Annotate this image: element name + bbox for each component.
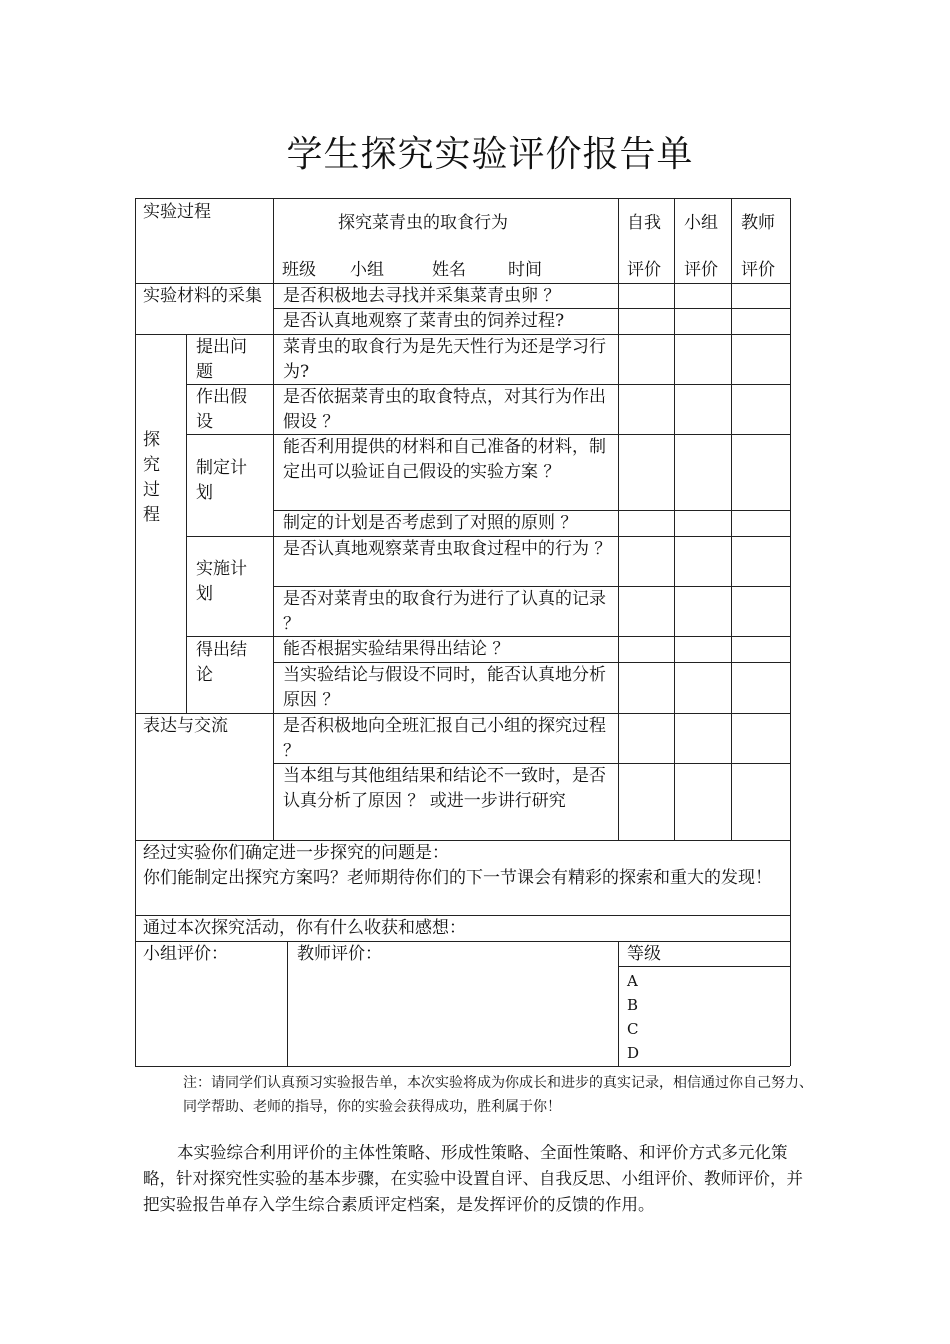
step-item: 是否认真地观察菜青虫取食过程中的行为 ？	[283, 539, 612, 559]
info-time-label: 时间	[508, 260, 542, 280]
teacher-eval-label: 教师评价：	[297, 944, 382, 964]
grade-label: 等级	[627, 944, 661, 964]
grade-option: C	[627, 1020, 639, 1038]
materials-label: 实验材料的采集	[143, 286, 262, 306]
info-class-label: 班级	[282, 260, 316, 280]
further-encouragement: 你们能制定出探究方案吗？老师期待你们的下一节课会有精彩的探索和重大的发现！	[143, 868, 772, 888]
step-item: 是否依据菜青虫的取食特点，对其行为作出假设 ？	[283, 387, 606, 432]
grade-option: A	[627, 972, 638, 990]
group-eval-header-line2: 评价	[684, 260, 718, 280]
step-label: 得出结论	[196, 640, 247, 685]
step-item: 当实验结论与假设不同时，能否认真地分析原因 ？	[283, 665, 606, 710]
materials-item: 是否积极地去寻找并采集菜青虫卵 ？	[283, 286, 561, 306]
step-label: 作出假设	[196, 387, 247, 432]
step-item: 能否根据实验结果得出结论 ？	[283, 639, 510, 659]
expression-label: 表达与交流	[143, 716, 228, 736]
info-name-label: 姓名	[432, 260, 466, 280]
info-group-label: 小组	[350, 260, 384, 280]
expression-item: 当本组与其他组结果和结论不一致时，是否认真分析了原因 ？ 或进一步讲行研究	[283, 766, 606, 811]
page-title: 学生探究实验评价报告单	[286, 134, 694, 175]
note-text: 注：请同学们认真预习实验报告单，本次实验将成为你成长和进步的真实记录，相信通过你自己努力、同学帮助、老师的指导，你的实验会获得成功，胜利属于你！	[183, 1075, 813, 1115]
experiment-topic: 探究菜青虫的取食行为	[338, 213, 508, 233]
self-eval-header-line2: 评价	[627, 260, 661, 280]
reflection-prompt: 通过本次探究活动，你有什么收获和感想：	[143, 918, 466, 938]
self-eval-header-line1: 自我	[627, 213, 661, 233]
materials-item: 是否认真地观察了菜青虫的饲养过程?	[283, 311, 565, 331]
step-label: 实施计划	[196, 559, 247, 604]
expression-item: 是否积极地向全班汇报自己小组的探究过程 ？	[283, 716, 606, 761]
step-item: 菜青虫的取食行为是先天性行为还是学习行为?	[283, 337, 606, 382]
step-label: 制定计划	[196, 458, 247, 503]
teacher-eval-header-line1: 教师	[741, 213, 775, 233]
inquiry-label: 探究过程	[143, 430, 160, 525]
step-item: 是否对菜青虫的取食行为进行了认真的记录 ？	[283, 589, 606, 634]
step-label: 提出问题	[196, 337, 247, 382]
process-header-label: 实验过程	[143, 202, 211, 222]
step-item: 能否利用提供的材料和自己准备的材料，制定出可以验证自己假设的实验方案 ？	[283, 437, 606, 482]
summary-paragraph: 本实验综合利用评价的主体性策略、形成性策略、全面性策略、和评价方式多元化策略，针对探究性实验的基本步骤，在实验中设置自评、自我反思、小组评价、教师评价，并把实验报告单存入学生综合素质评定档案，是发挥评价的反馈的作用。	[143, 1143, 803, 1214]
further-question-prompt: 经过实验你们确定进一步探究的问题是：	[143, 843, 449, 863]
grade-option: B	[627, 996, 639, 1014]
step-item: 制定的计划是否考虑到了对照的原则 ？	[283, 513, 578, 533]
group-eval-label: 小组评价：	[143, 944, 228, 964]
teacher-eval-header-line2: 评价	[741, 260, 775, 280]
grade-option: D	[627, 1044, 640, 1062]
group-eval-header-line1: 小组	[684, 213, 718, 233]
